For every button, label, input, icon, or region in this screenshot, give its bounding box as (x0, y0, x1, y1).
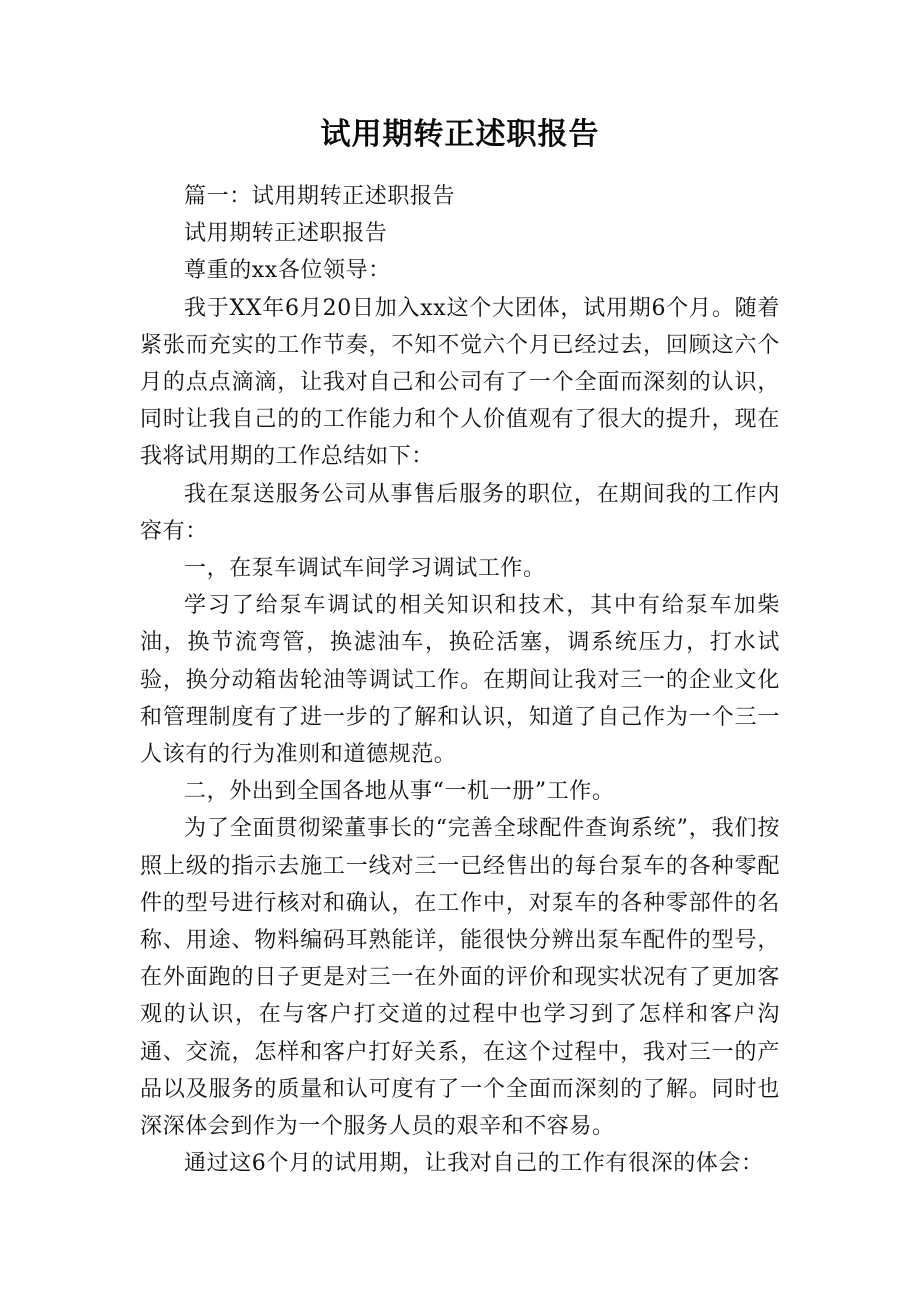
paragraph-item-two-heading: 二，外出到全国各地从事“一机一册”工作。 (184, 779, 615, 805)
document-title: 试用期转正述职报告 (320, 117, 600, 152)
paragraph-item-one-heading: 一，在泵车调试车间学习调试工作。 (184, 556, 546, 582)
paragraph-reflection: 通过这6个月的试用期，让我对自己的工作有很深的体会： (184, 1151, 764, 1177)
paragraph-item-one-body: 学习了给泵车调试的相关知识和技术，其中有给泵车加柴油，换节流弯管，换滤油车，换砼活塞，调系统压力，打水试验，换分动箱齿轮油等调试工作。在期间让我对三一的企业文化和管理制度有了进一步的了解和认识，知道了自己作为一个三一人该有的行为准则和道德规范。 (140, 593, 780, 768)
paragraph-report-title: 试用期转正述职报告 (184, 221, 388, 247)
document-body (140, 110, 780, 1182)
paragraph-section-heading: 篇一：试用期转正述职报告 (184, 184, 456, 209)
paragraph-item-two-body: 为了全面贯彻梁董事长的“完善全球配件查询系统”，我们按照上级的指示去施工一线对三一已经售出的每台泵车的各种零配件的型号进行核对和确认，在工作中，对泵车的各种零部件的名称、用途、物料编码耳熟能详，能很快分辨出泵车配件的型号，在外面跑的日子更是对三一在外面的评价和现实状况有了更加客观的认识，在与客户打交道的过程中也学习到了怎样和客户沟通、交流，怎样和客户打好关系，在这个过程中，我对三一的产品以及服务的质量和认可度有了一个全面而深刻的了解。同时也深深体会到作为一个服务人员的艰辛和不容易。 (140, 816, 780, 1140)
paragraph-salutation: 尊重的xx各位领导： (184, 258, 391, 284)
paragraph-introduction: 我于XX年6月20日加入xx这个大团体，试用期6个月。随着紧张而充实的工作节奏，不知不觉六个月已经过去，回顾这六个月的点点滴滴，让我对自己和公司有了一个全面而深刻的认识，同时让我自己的的工作能力和个人价值观有了很大的提升，现在我将试用期的工作总结如下： (140, 295, 780, 470)
paragraph-work-content: 我在泵送服务公司从事售后服务的职位，在期间我的工作内容有： (140, 481, 780, 544)
